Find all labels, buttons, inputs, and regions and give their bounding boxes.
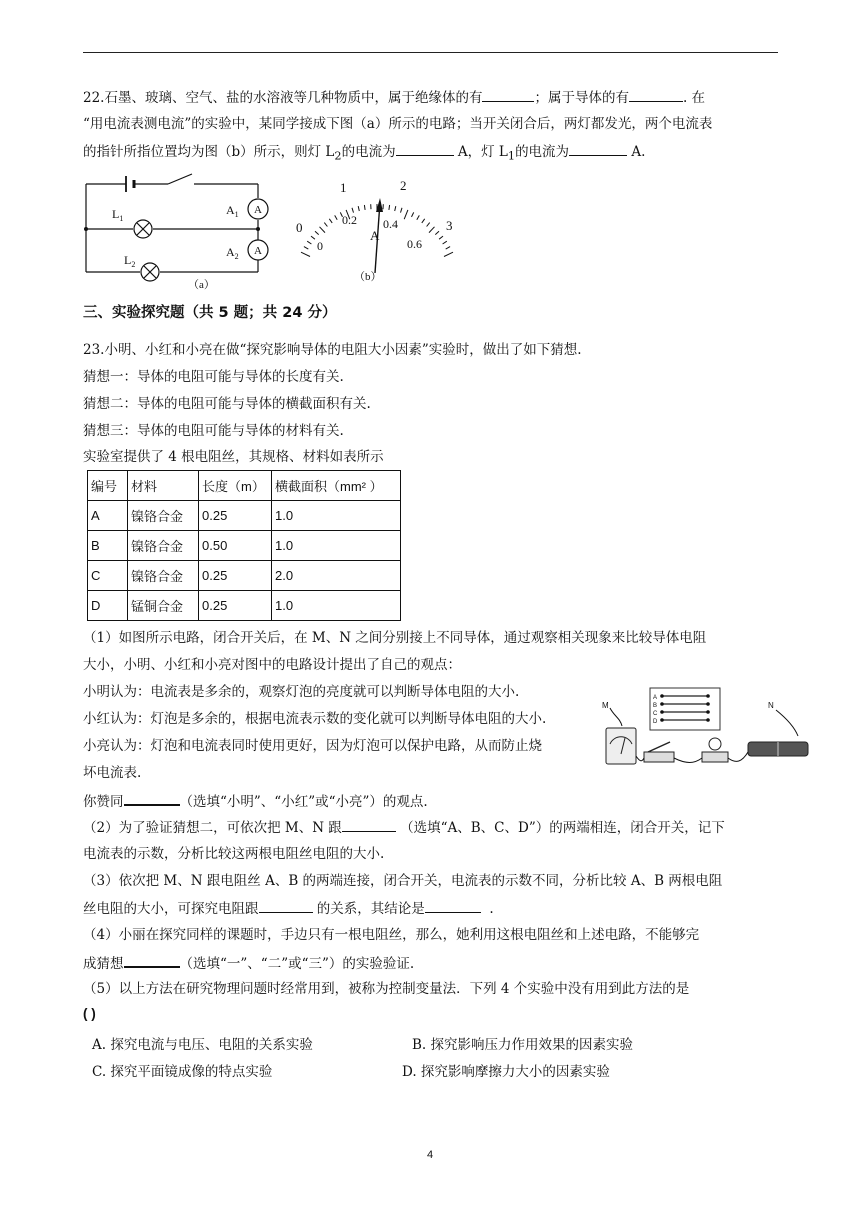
part2-line1 bbox=[83, 817, 725, 838]
answer-blank[interactable] bbox=[482, 87, 534, 102]
circuit-diagram-a bbox=[80, 172, 280, 290]
dial-tick bbox=[304, 247, 308, 250]
dial-tick bbox=[443, 241, 447, 244]
dial-tick bbox=[352, 208, 354, 213]
dial-tick-label: 0 bbox=[296, 220, 303, 235]
agree-line bbox=[83, 790, 428, 812]
switch-device bbox=[644, 752, 674, 762]
table-header: 材料 bbox=[128, 471, 199, 501]
guess-1: 猜想一：导体的电阻可能与导体的长度有关. bbox=[83, 369, 344, 385]
q23-text: （选填“一”、“二”或“三”）的实验验证. bbox=[179, 956, 415, 972]
dial-tick bbox=[412, 212, 414, 217]
figure-b-caption: （b） bbox=[354, 271, 382, 283]
table-row bbox=[88, 501, 401, 531]
q23-text: 的关系，其结论是 bbox=[316, 901, 425, 917]
dial-tick bbox=[324, 223, 327, 227]
q23-intro: 23.小明、小红和小亮在做“探究影响导体的电阻大小因素”实验时，做出了如下猜想. bbox=[83, 342, 582, 358]
ammeter-symbol: A bbox=[254, 245, 262, 257]
dial-tick bbox=[315, 231, 319, 234]
guess-2: 猜想二：导体的电阻可能与导体的横截面积有关. bbox=[83, 396, 371, 412]
table-cell: 2.0 bbox=[272, 561, 401, 591]
section-title: 三、实验探究题（共 5 题；共 24 分） bbox=[83, 305, 337, 321]
dial-tick bbox=[358, 206, 359, 211]
resistor-spec-table bbox=[87, 470, 401, 621]
dial-tick bbox=[335, 215, 338, 219]
dial-tick bbox=[439, 236, 443, 239]
dial-tick bbox=[404, 210, 408, 219]
wire-label: A bbox=[653, 695, 658, 701]
ammeter-dial-b bbox=[290, 178, 465, 286]
dial-tick bbox=[427, 223, 430, 227]
q22-text: A. bbox=[631, 144, 646, 160]
q22-line2: “用电流表测电流”的实验中，某同学接成下图（a）所示的电路；当开关闭合后，两灯都发光，两个电流表 bbox=[83, 116, 713, 132]
terminal-m-label: M bbox=[602, 701, 609, 710]
dial-tick bbox=[422, 219, 425, 223]
table-cell: C bbox=[88, 561, 128, 591]
q23-text: . bbox=[489, 901, 494, 917]
q22-text: 的电流为 bbox=[515, 144, 570, 160]
lamp-l2-label: $L_2$ bbox=[124, 253, 136, 269]
wire-label: D bbox=[653, 719, 658, 725]
table-cell: B bbox=[88, 531, 128, 561]
part1-line2: 大小，小明、小红和小亮对图中的电路设计提出了自己的观点： bbox=[83, 657, 461, 673]
experiment-circuit-figure bbox=[598, 686, 826, 770]
answer-blank[interactable] bbox=[396, 141, 454, 156]
answer-blank[interactable] bbox=[124, 952, 180, 968]
q23-text: （选填“A、B、C、D”）的两端相连，闭合开关，记下 bbox=[400, 820, 725, 836]
dial-tick bbox=[320, 227, 326, 233]
table-header: 长度（m） bbox=[199, 471, 272, 501]
q23-text: 丝电阻的大小，可探究电阻跟 bbox=[83, 901, 259, 917]
table-cell: 0.25 bbox=[199, 501, 272, 531]
answer-parens[interactable]: ( ) bbox=[83, 1006, 96, 1021]
q22-text: A，灯 L bbox=[457, 144, 508, 160]
part4-line1: （4）小丽在探究同样的课题时，手边只有一根电阻丝，那么，她利用这根电阻丝和上述电路，不能够完 bbox=[83, 927, 700, 943]
table-cell: 0.25 bbox=[199, 561, 272, 591]
table-cell: 镍铬合金 bbox=[128, 561, 199, 591]
q23-text: 成猜想 bbox=[83, 956, 124, 972]
q23-text: 你赞同 bbox=[83, 794, 124, 810]
dial-tick bbox=[417, 215, 420, 219]
dial-tick-label: 0 bbox=[317, 239, 323, 253]
table-cell: 0.50 bbox=[199, 531, 272, 561]
dial-tick bbox=[311, 236, 315, 239]
dial-tick bbox=[307, 241, 311, 244]
q23-text: （2）为了验证猜想二，可依次把 M、N 跟 bbox=[83, 820, 342, 836]
dial-tick-label: 3 bbox=[446, 218, 453, 233]
q22-text: 的指针所指位置均为图（b）所示，则灯 L bbox=[83, 144, 335, 160]
q22-line3 bbox=[83, 141, 645, 167]
ammeter-a2-label: $A_2$ bbox=[226, 245, 239, 261]
dial-tick bbox=[435, 231, 439, 234]
dial-tick-label: 1 bbox=[340, 180, 347, 195]
dial-tick bbox=[429, 227, 435, 233]
answer-blank[interactable] bbox=[629, 87, 683, 102]
table-cell: 1.0 bbox=[272, 531, 401, 561]
dial-tick bbox=[301, 252, 310, 256]
table-header: 编号 bbox=[88, 471, 128, 501]
table-cell: A bbox=[88, 501, 128, 531]
part4-line2 bbox=[83, 952, 414, 974]
liang-opinion-1: 小亮认为：灯泡和电流表同时使用更好，因为灯泡可以保护电路，从而防止烧 bbox=[83, 738, 542, 754]
table-header: 横截面积（mm² ） bbox=[272, 471, 401, 501]
ammeter-a1-label: $A_1$ bbox=[226, 203, 239, 219]
dial-tick-label: 0.2 bbox=[342, 213, 357, 227]
ammeter-symbol: A bbox=[254, 204, 262, 216]
answer-blank[interactable] bbox=[425, 898, 481, 913]
guess-3: 猜想三：导体的电阻可能与导体的材料有关. bbox=[83, 423, 344, 439]
ming-opinion: 小明认为：电流表是多余的，观察灯泡的亮度就可以判断导体电阻的大小. bbox=[83, 684, 520, 700]
subscript: 2 bbox=[334, 149, 342, 163]
wire-label: C bbox=[653, 711, 658, 717]
q22-text: 的电流为 bbox=[341, 144, 396, 160]
table-cell: 镍铬合金 bbox=[128, 531, 199, 561]
part5-line: （5）以上方法在研究物理问题时经常用到，被称为控制变量法．下列 4 个实验中没有用到此方法的是 bbox=[83, 981, 690, 997]
dial-tick bbox=[389, 205, 390, 210]
part3-line1: （3）依次把 M、N 跟电阻丝 A、B 的两端连接，闭合开关，电流表的示数不同，分析比较 A、B 两根电阻 bbox=[83, 873, 723, 889]
figure-a-caption: （a） bbox=[188, 279, 215, 290]
dial-tick bbox=[401, 208, 403, 213]
liang-opinion-2: 坏电流表. bbox=[83, 765, 142, 781]
ammeter-device bbox=[606, 728, 636, 764]
dial-tick bbox=[444, 252, 453, 256]
page-number: 4 bbox=[426, 1149, 434, 1161]
part1-line1: （1）如图所示电路，闭合开关后，在 M、N 之间分别接上不同导体，通过观察相关现象来比较导体电阻 bbox=[83, 630, 707, 646]
q22-text: . 在 bbox=[682, 90, 706, 106]
part2-line2: 电流表的示数，分析比较这两根电阻丝电阻的大小. bbox=[83, 846, 385, 862]
answer-blank[interactable] bbox=[259, 898, 313, 913]
dial-tick-label: 2 bbox=[400, 178, 407, 193]
resistor-wire-board bbox=[650, 688, 720, 730]
table-cell: 0.25 bbox=[199, 591, 272, 621]
table-header-row bbox=[88, 471, 401, 501]
option-d[interactable]: D. 探究影响摩擦力大小的因素实验 bbox=[402, 1064, 610, 1080]
q22-text: 22.石墨、玻璃、空气、盐的水溶液等几种物质中，属于绝缘体的有 bbox=[83, 90, 483, 106]
table-cell: 1.0 bbox=[272, 501, 401, 531]
terminal-n-label: N bbox=[768, 701, 774, 710]
answer-blank[interactable] bbox=[124, 790, 180, 806]
option-b[interactable]: B. 探究影响压力作用效果的因素实验 bbox=[412, 1037, 634, 1053]
part3-line2 bbox=[83, 898, 494, 919]
wire-label: B bbox=[653, 703, 658, 709]
dial-unit-label: A bbox=[370, 228, 380, 243]
hong-opinion: 小红认为：灯泡是多余的，根据电流表示数的变化就可以判断导体电阻的大小. bbox=[83, 711, 547, 727]
header-rule bbox=[83, 52, 778, 53]
dial-tick bbox=[329, 219, 332, 223]
table-row bbox=[88, 531, 401, 561]
table-cell: 镍铬合金 bbox=[128, 501, 199, 531]
q22-text: ；属于导体的有 bbox=[534, 90, 629, 106]
answer-blank[interactable] bbox=[569, 141, 627, 156]
dial-tick bbox=[364, 205, 365, 210]
table-cell: D bbox=[88, 591, 128, 621]
dial-tick-label: 0.4 bbox=[383, 217, 398, 231]
table-intro: 实验室提供了 4 根电阻丝，其规格、材料如表所示 bbox=[83, 449, 384, 465]
lamp-l1-label: $L_1$ bbox=[112, 207, 124, 223]
table-cell: 1.0 bbox=[272, 591, 401, 621]
table-cell: 锰铜合金 bbox=[128, 591, 199, 621]
dial-tick bbox=[446, 247, 450, 250]
lamp-device bbox=[702, 752, 728, 762]
answer-blank[interactable] bbox=[342, 817, 396, 832]
option-a[interactable]: A. 探究电流与电压、电阻的关系实验 bbox=[92, 1037, 313, 1053]
option-c[interactable]: C. 探究平面镜成像的特点实验 bbox=[92, 1064, 273, 1080]
q23-text: （选填“小明”、“小红”或“小亮”）的观点. bbox=[179, 794, 428, 810]
subscript: 1 bbox=[507, 149, 516, 163]
dial-tick-label: 0.6 bbox=[407, 237, 422, 251]
dial-tick bbox=[395, 206, 396, 211]
table-row bbox=[88, 561, 401, 591]
q22-line1 bbox=[83, 87, 705, 108]
table-row bbox=[88, 591, 401, 621]
